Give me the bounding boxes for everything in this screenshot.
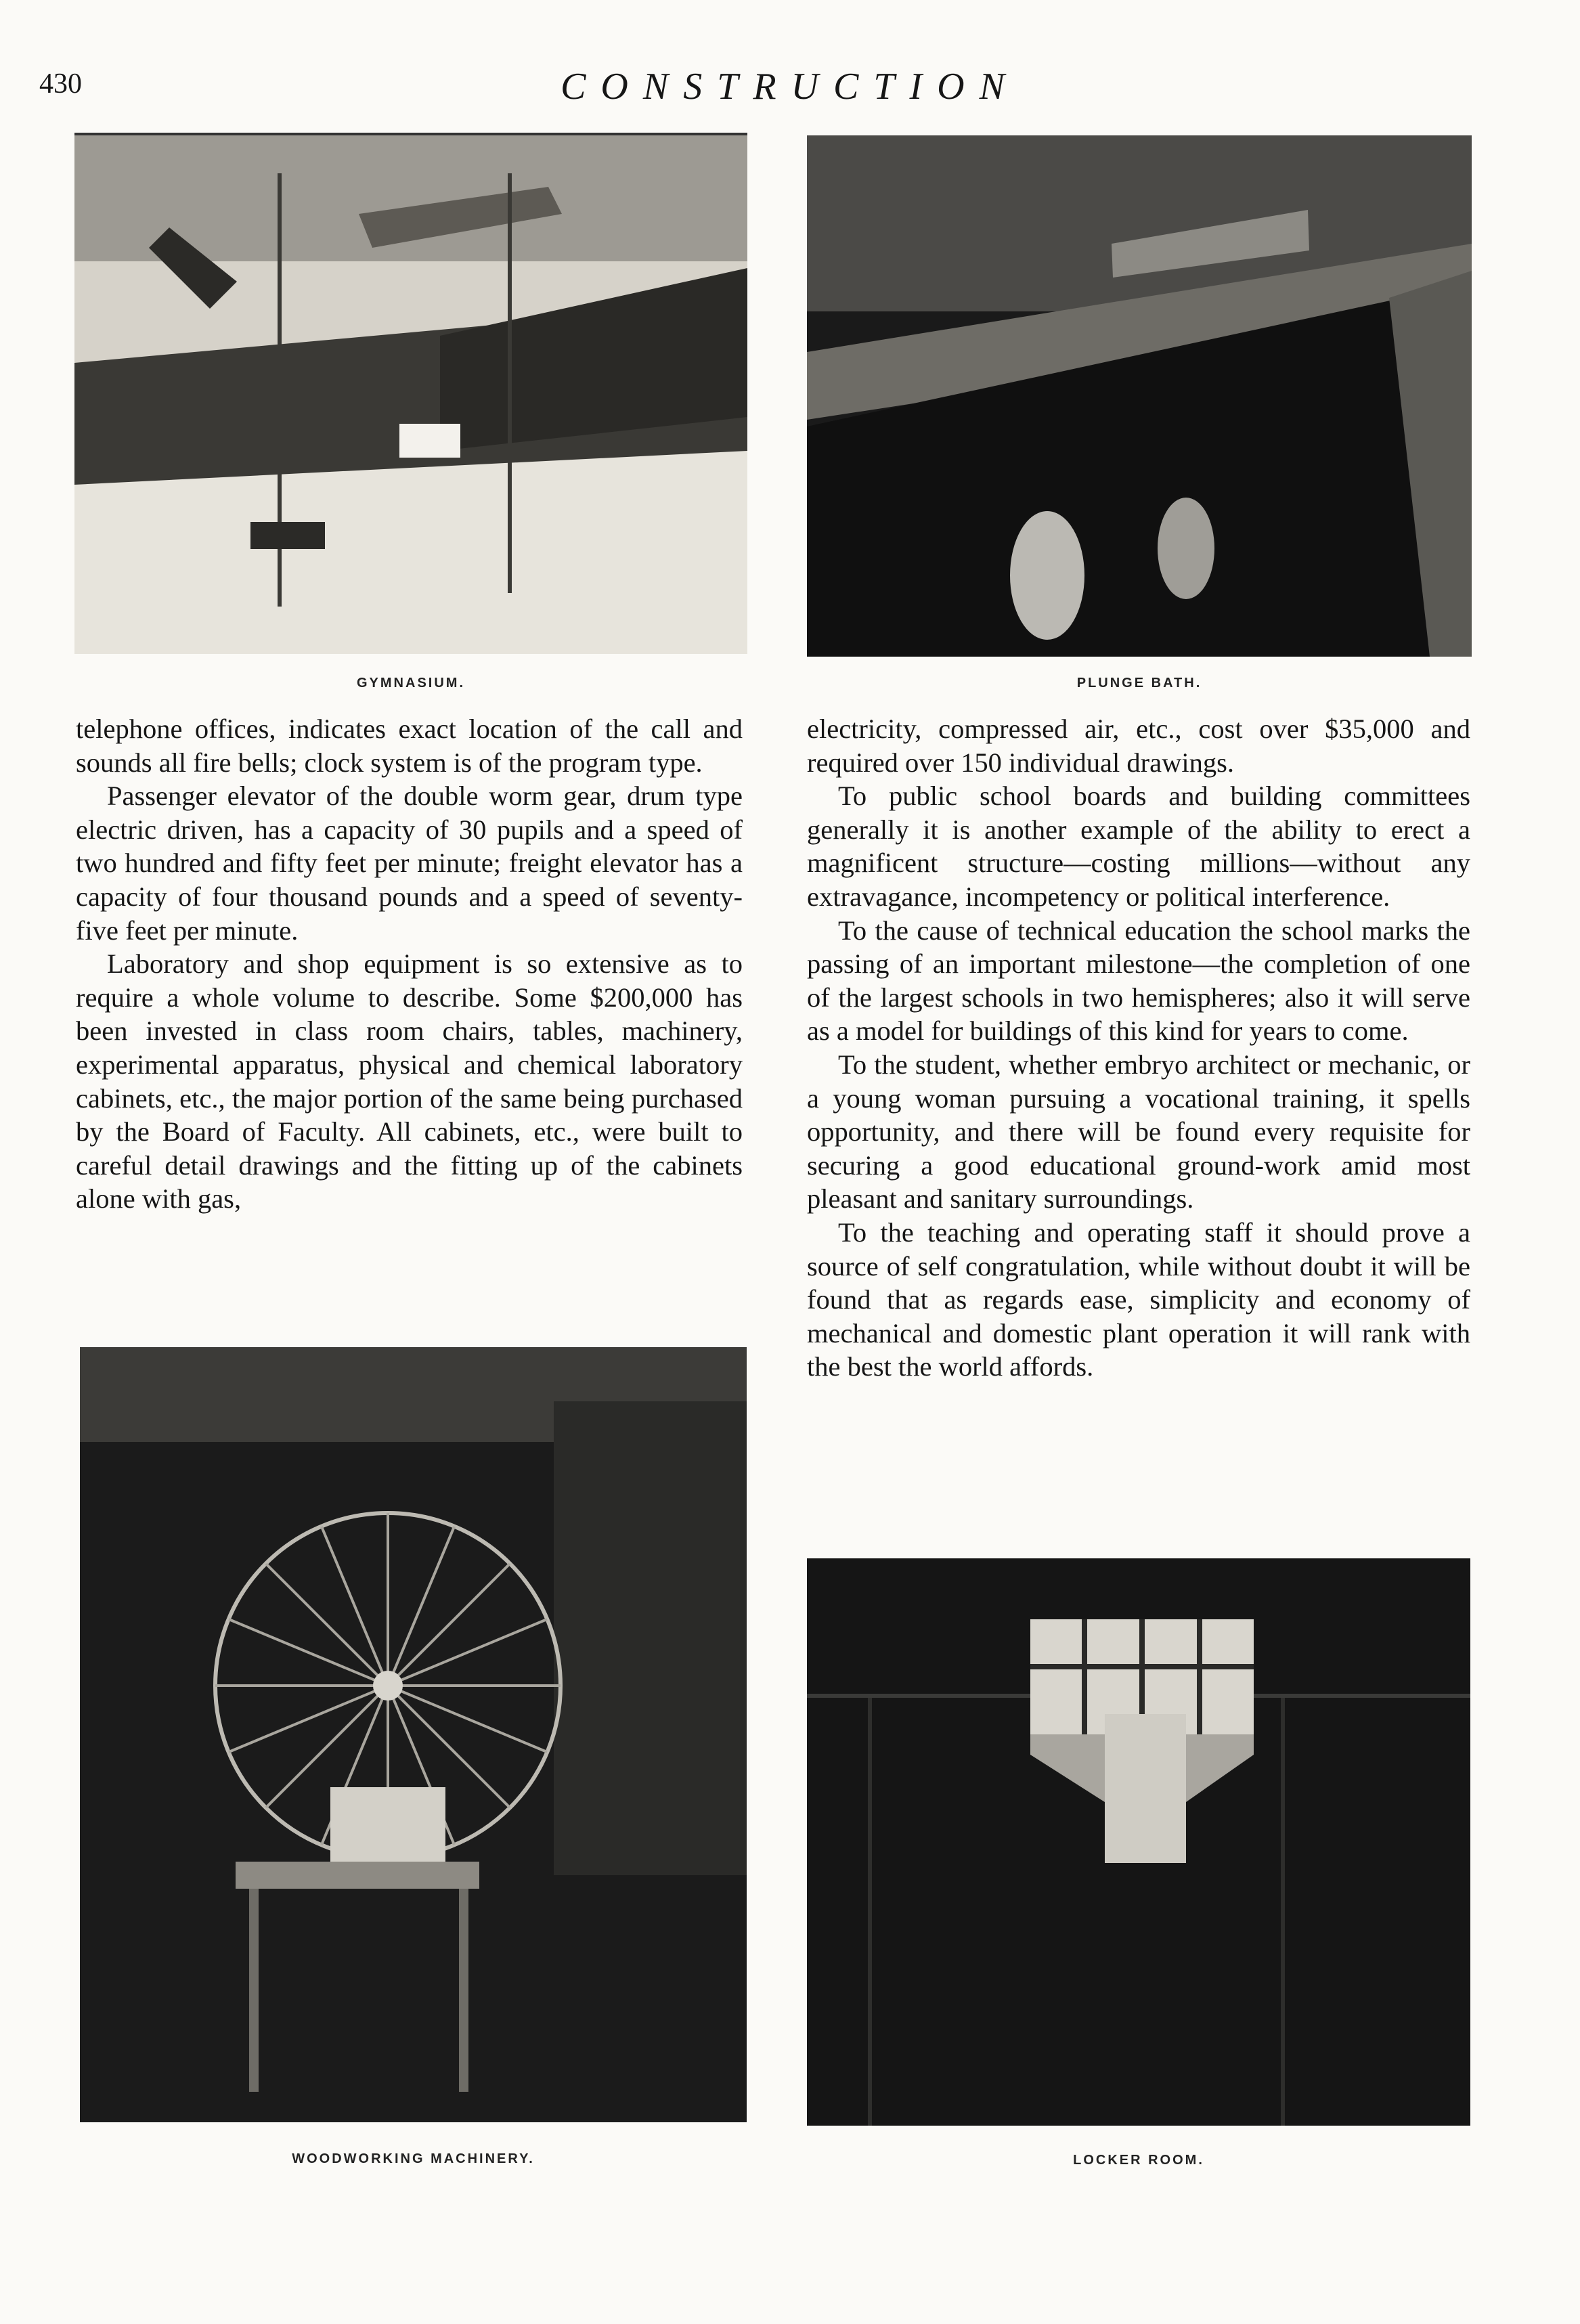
left-paragraph: Passenger elevator of the double worm gear, drum type electric driven, has a capacity of 30 pupils and a speed of two hundred and fifty feet per minute; freight elevator has a capacity of four thousand pounds and a speed of seventy-five feet per minute.: [76, 781, 743, 946]
left-column: [76, 712, 743, 1216]
locker-room-caption: LOCKER ROOM.: [1073, 2153, 1204, 2168]
plunge-bath-caption: PLUNGE BATH.: [1076, 676, 1202, 690]
locker-room-photo: [807, 1558, 1470, 2126]
right-paragraph: To the student, whether embryo architect or mechanic, or a young woman pursuing a vocational training, it spells opportunity, and there will be found every requisite for securing a good educational ground-work amid most pleasant and sanitary surroundings.: [807, 1049, 1470, 1214]
journal-title: CONSTRUCTION: [561, 66, 1019, 108]
right-paragraph: To public school boards and building committees generally it is another example of the ability to erect a magnificent structure—costing millions—without any extravagance, incompetency or political interference.: [807, 781, 1470, 912]
left-paragraph: Laboratory and shop equipment is so extensive as to require a whole volume to describe. Some $200,000 has been invested in class room chairs, tables, machinery, experimental apparatus, physical and chemical laboratory cabinets, etc., the major portion of the same being purchased by the Board of Faculty. All cabinets, etc., were built to careful detail drawings and the fitting up of the cabinets alone with gas,: [76, 948, 743, 1214]
woodworking-machinery-photo: [80, 1347, 747, 2122]
plunge-bath-photo: [807, 135, 1472, 657]
page-number: 430: [39, 68, 82, 100]
gymnasium-photo: [74, 133, 747, 654]
right-paragraph: electricity, compressed air, etc., cost over $35,000 and required over 150 individual drawings.: [807, 714, 1470, 778]
right-paragraph: To the teaching and operating staff it should prove a source of self congratulation, while without doubt it will be found that as regards ease, simplicity and economy of mechanical and domestic plant operation it will rank with the best the world affords.: [807, 1216, 1470, 1382]
gymnasium-caption: GYMNASIUM.: [357, 676, 465, 690]
woodworking-machinery-caption: WOODWORKING MACHINERY.: [292, 2151, 535, 2166]
right-column: [807, 712, 1470, 1384]
right-paragraph: To the cause of technical education the school marks the passing of an important milestone—the completion of one of the largest schools in two hemispheres; also it will serve as a model for buildings of this kind for years to come.: [807, 915, 1470, 1047]
left-paragraph: telephone offices, indicates exact location of the call and sounds all fire bells; clock system is of the program type.: [76, 714, 743, 778]
